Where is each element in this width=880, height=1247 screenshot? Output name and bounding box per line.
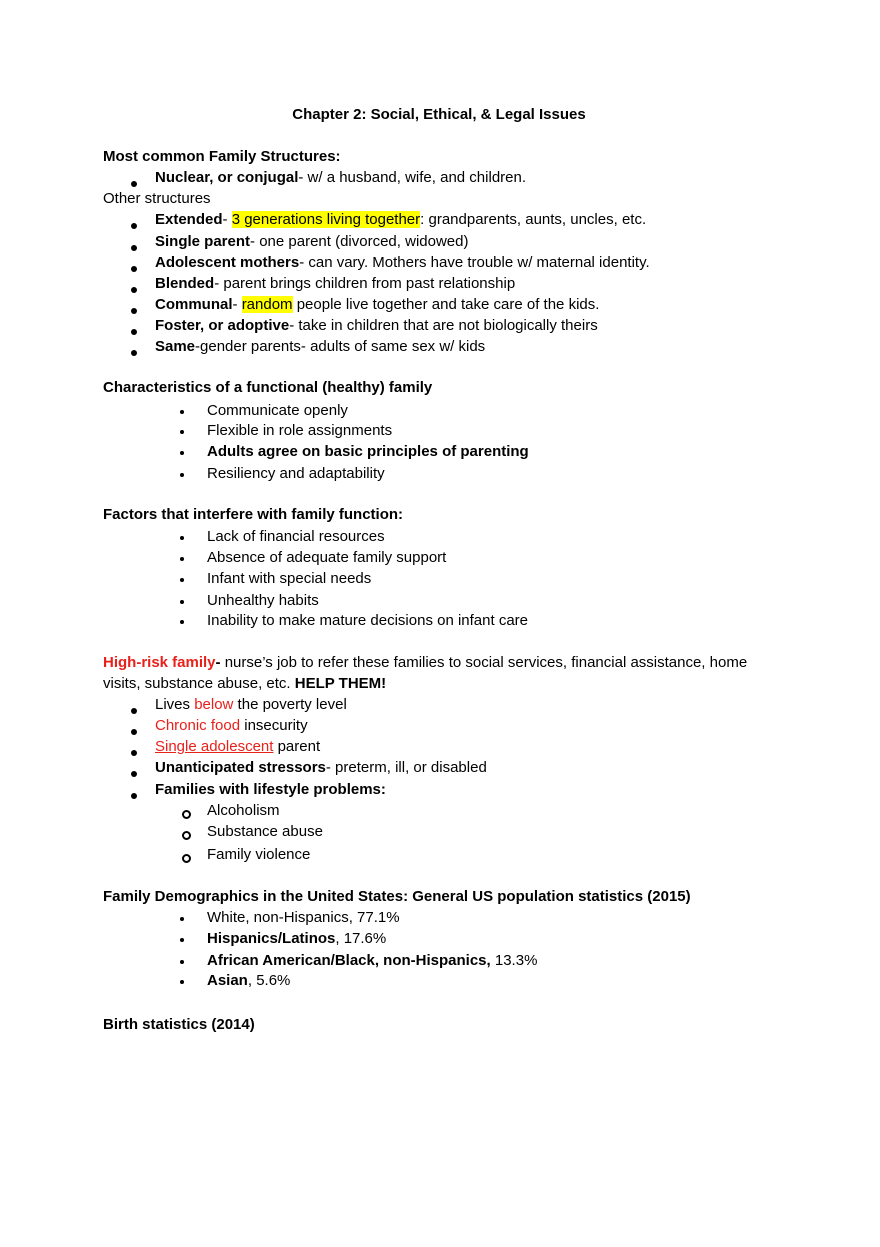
list-item: Single adolescent parent (155, 738, 321, 755)
list-item: Unhealthy habits (207, 592, 319, 609)
sub-list-item: Family violence (207, 846, 311, 863)
circle-bullet-icon (179, 850, 193, 867)
list-item: Resiliency and adaptability (207, 465, 385, 482)
bullet-icon (127, 280, 141, 297)
bullet-icon (175, 611, 189, 628)
bullet-icon (127, 238, 141, 255)
list-item: Chronic food insecurity (155, 717, 308, 734)
bullet-icon (127, 343, 141, 360)
list-item: Single parent- one parent (divorced, widowed) (155, 233, 469, 250)
list-item: Blended- parent brings children from past relationship (155, 275, 516, 292)
factors-heading: Factors that interfere with family function: (103, 506, 404, 523)
bullet-icon (127, 722, 141, 739)
bullet-icon (127, 301, 141, 318)
bullet-icon (175, 569, 189, 586)
bullet-icon (127, 701, 141, 718)
bullet-icon (175, 908, 189, 925)
birth-heading: Birth statistics (2014) (103, 1016, 255, 1033)
bullet-icon (175, 442, 189, 459)
bullet-icon (175, 464, 189, 481)
bullet-icon (127, 259, 141, 276)
list-item: Communal- random people live together and take care of the kids. (155, 296, 600, 313)
list-item: Infant with special needs (207, 570, 372, 587)
bullet-icon (175, 527, 189, 544)
bullet-icon (127, 743, 141, 760)
list-item: African American/Black, non-Hispanics, 13.3% (207, 952, 538, 969)
list-item: Asian, 5.6% (207, 972, 291, 989)
bullet-icon (127, 764, 141, 781)
bullet-icon (175, 421, 189, 438)
list-item: Inability to make mature decisions on infant care (207, 612, 528, 629)
bullet-icon (175, 951, 189, 968)
list-item: White, non-Hispanics, 77.1% (207, 909, 400, 926)
sub-list-item: Substance abuse (207, 823, 323, 840)
bullet-icon (175, 401, 189, 418)
list-item: Absence of adequate family support (207, 549, 447, 566)
circle-bullet-icon (179, 806, 193, 823)
highrisk-paragraph-line1: High-risk family- nurse’s job to refer these families to social services, financial assistance, home (103, 654, 748, 671)
functional-heading: Characteristics of a functional (healthy) family (103, 379, 433, 396)
list-item: Lack of financial resources (207, 528, 385, 545)
list-item: Same-gender parents- adults of same sex w/ kids (155, 338, 486, 355)
bullet-icon (127, 786, 141, 803)
list-item: Nuclear, or conjugal- w/ a husband, wife, and children. (155, 169, 527, 186)
list-item: Adolescent mothers- can vary. Mothers have trouble w/ maternal identity. (155, 254, 650, 271)
bullet-icon (175, 971, 189, 988)
list-item: Unanticipated stressors- preterm, ill, or disabled (155, 759, 487, 776)
list-item: Foster, or adoptive- take in children that are not biologically theirs (155, 317, 598, 334)
sub-list-item: Alcoholism (207, 802, 280, 819)
demographics-heading: Family Demographics in the United States: General US population statistics (2015) (103, 888, 691, 905)
list-item: Lives below the poverty level (155, 696, 347, 713)
list-item: Families with lifestyle problems: (155, 781, 386, 798)
bullet-icon (175, 591, 189, 608)
list-item: Hispanics/Latinos, 17.6% (207, 930, 387, 947)
list-item: Adults agree on basic principles of parenting (207, 443, 529, 460)
highrisk-paragraph-line2: visits, substance abuse, etc. HELP THEM! (103, 675, 387, 692)
bullet-icon (127, 322, 141, 339)
other-structures-label: Other structures (103, 190, 211, 207)
structures-heading: Most common Family Structures: (103, 148, 341, 165)
list-item: Flexible in role assignments (207, 422, 393, 439)
bullet-icon (127, 216, 141, 233)
page-title: Chapter 2: Social, Ethical, & Legal Issues (292, 106, 586, 123)
list-item: Extended- 3 generations living together: grandparents, aunts, uncles, etc. (155, 211, 647, 228)
circle-bullet-icon (179, 827, 193, 844)
bullet-icon (175, 548, 189, 565)
bullet-icon (175, 929, 189, 946)
list-item: Communicate openly (207, 402, 348, 419)
